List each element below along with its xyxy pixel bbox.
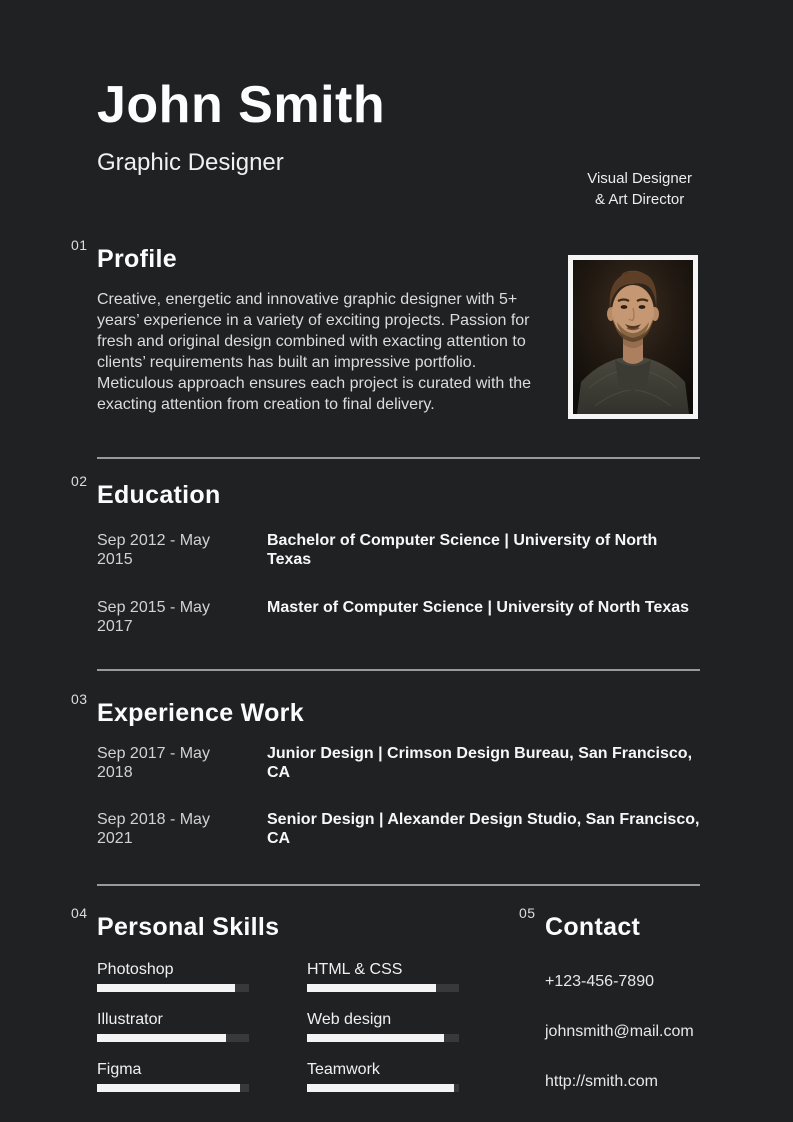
skill-label: Photoshop bbox=[97, 961, 174, 979]
side-title-line2: & Art Director bbox=[595, 191, 685, 208]
skill-bar-fill bbox=[307, 1034, 444, 1042]
education-date: Sep 2012 - May 2015 bbox=[97, 532, 210, 569]
skills-column-right bbox=[307, 942, 459, 1098]
profile-title: Profile bbox=[97, 245, 177, 274]
contact-website[interactable]: http://smith.com bbox=[545, 1073, 658, 1091]
person-name: John Smith bbox=[97, 76, 386, 134]
skill-bar-fill bbox=[97, 1084, 240, 1092]
contact-heading bbox=[519, 905, 641, 942]
section-education bbox=[71, 473, 700, 636]
job-title: Graphic Designer bbox=[97, 149, 284, 177]
experience-heading bbox=[71, 691, 304, 728]
skill-bar-track bbox=[307, 1034, 459, 1042]
experience-row bbox=[97, 744, 700, 782]
skill-item bbox=[97, 1060, 249, 1092]
skill-bar-track bbox=[97, 1034, 249, 1042]
experience-title: Experience Work bbox=[97, 699, 304, 728]
experience-date: Sep 2018 - May 2021 bbox=[97, 811, 210, 848]
skill-label: Illustrator bbox=[97, 1011, 163, 1029]
skill-bar-track bbox=[307, 1084, 459, 1092]
education-title: Education bbox=[97, 481, 221, 510]
section-skills bbox=[71, 905, 459, 1098]
portrait-illustration bbox=[573, 260, 693, 414]
profile-text: Creative, energetic and innovative graphic designer with 5+ years’ experience in a variety of exciting projects. Passion for fresh and original design combined with exacting attention to clients’ requirements has built an impressive portfolio. Meticulous approach ensures each project is curated with the exacting attention from creation to final delivery. bbox=[97, 291, 532, 414]
skills-grid bbox=[97, 942, 459, 1098]
skill-label: Web design bbox=[307, 1011, 392, 1029]
skills-heading bbox=[71, 905, 280, 942]
skill-label: HTML & CSS bbox=[307, 961, 403, 979]
profile-photo bbox=[568, 255, 698, 419]
skill-item bbox=[97, 1010, 249, 1042]
side-title bbox=[587, 168, 692, 210]
experience-date: Sep 2017 - May 2018 bbox=[97, 745, 210, 782]
education-row bbox=[97, 598, 700, 636]
contact-number: 05 bbox=[519, 905, 536, 922]
skill-bar-fill bbox=[307, 1084, 454, 1092]
skills-number: 04 bbox=[71, 905, 88, 922]
skill-item bbox=[307, 1060, 459, 1092]
experience-desc: Senior Design | Alexander Design Studio, San Francisco, CA bbox=[267, 811, 700, 848]
bottom-columns bbox=[71, 905, 700, 1098]
contact-title: Contact bbox=[545, 913, 641, 942]
skill-item bbox=[97, 960, 249, 992]
skill-bar-fill bbox=[97, 984, 235, 992]
experience-desc: Junior Design | Crimson Design Bureau, San Francisco, CA bbox=[267, 745, 693, 782]
skill-bar-track bbox=[97, 1084, 249, 1092]
education-heading bbox=[71, 473, 221, 510]
divider bbox=[97, 457, 700, 459]
skills-column-left bbox=[97, 942, 249, 1098]
education-desc: Master of Computer Science | University of North Texas bbox=[267, 599, 690, 617]
skill-bar-fill bbox=[97, 1034, 226, 1042]
section-experience bbox=[71, 691, 700, 848]
skill-bar-track bbox=[97, 984, 249, 992]
skill-bar-fill bbox=[307, 984, 436, 992]
contact-phone[interactable]: +123-456-7890 bbox=[545, 973, 654, 991]
skill-label: Figma bbox=[97, 1061, 142, 1079]
skills-title: Personal Skills bbox=[97, 913, 280, 942]
education-row bbox=[97, 531, 700, 569]
contact-email[interactable]: johnsmith@mail.com bbox=[545, 1023, 694, 1041]
education-desc: Bachelor of Computer Science | University of North Texas bbox=[267, 532, 658, 569]
divider bbox=[97, 884, 700, 886]
divider bbox=[97, 669, 700, 671]
experience-row bbox=[97, 810, 700, 848]
experience-number: 03 bbox=[71, 691, 88, 708]
section-contact bbox=[519, 905, 694, 1098]
side-title-line1: Visual Designer bbox=[587, 170, 692, 187]
education-number: 02 bbox=[71, 473, 88, 490]
education-date: Sep 2015 - May 2017 bbox=[97, 599, 210, 636]
skill-item bbox=[307, 1010, 459, 1042]
skill-bar-track bbox=[307, 984, 459, 992]
profile-number: 01 bbox=[71, 237, 88, 254]
skill-item bbox=[307, 960, 459, 992]
profile-heading bbox=[71, 237, 177, 274]
skill-label: Teamwork bbox=[307, 1061, 380, 1079]
